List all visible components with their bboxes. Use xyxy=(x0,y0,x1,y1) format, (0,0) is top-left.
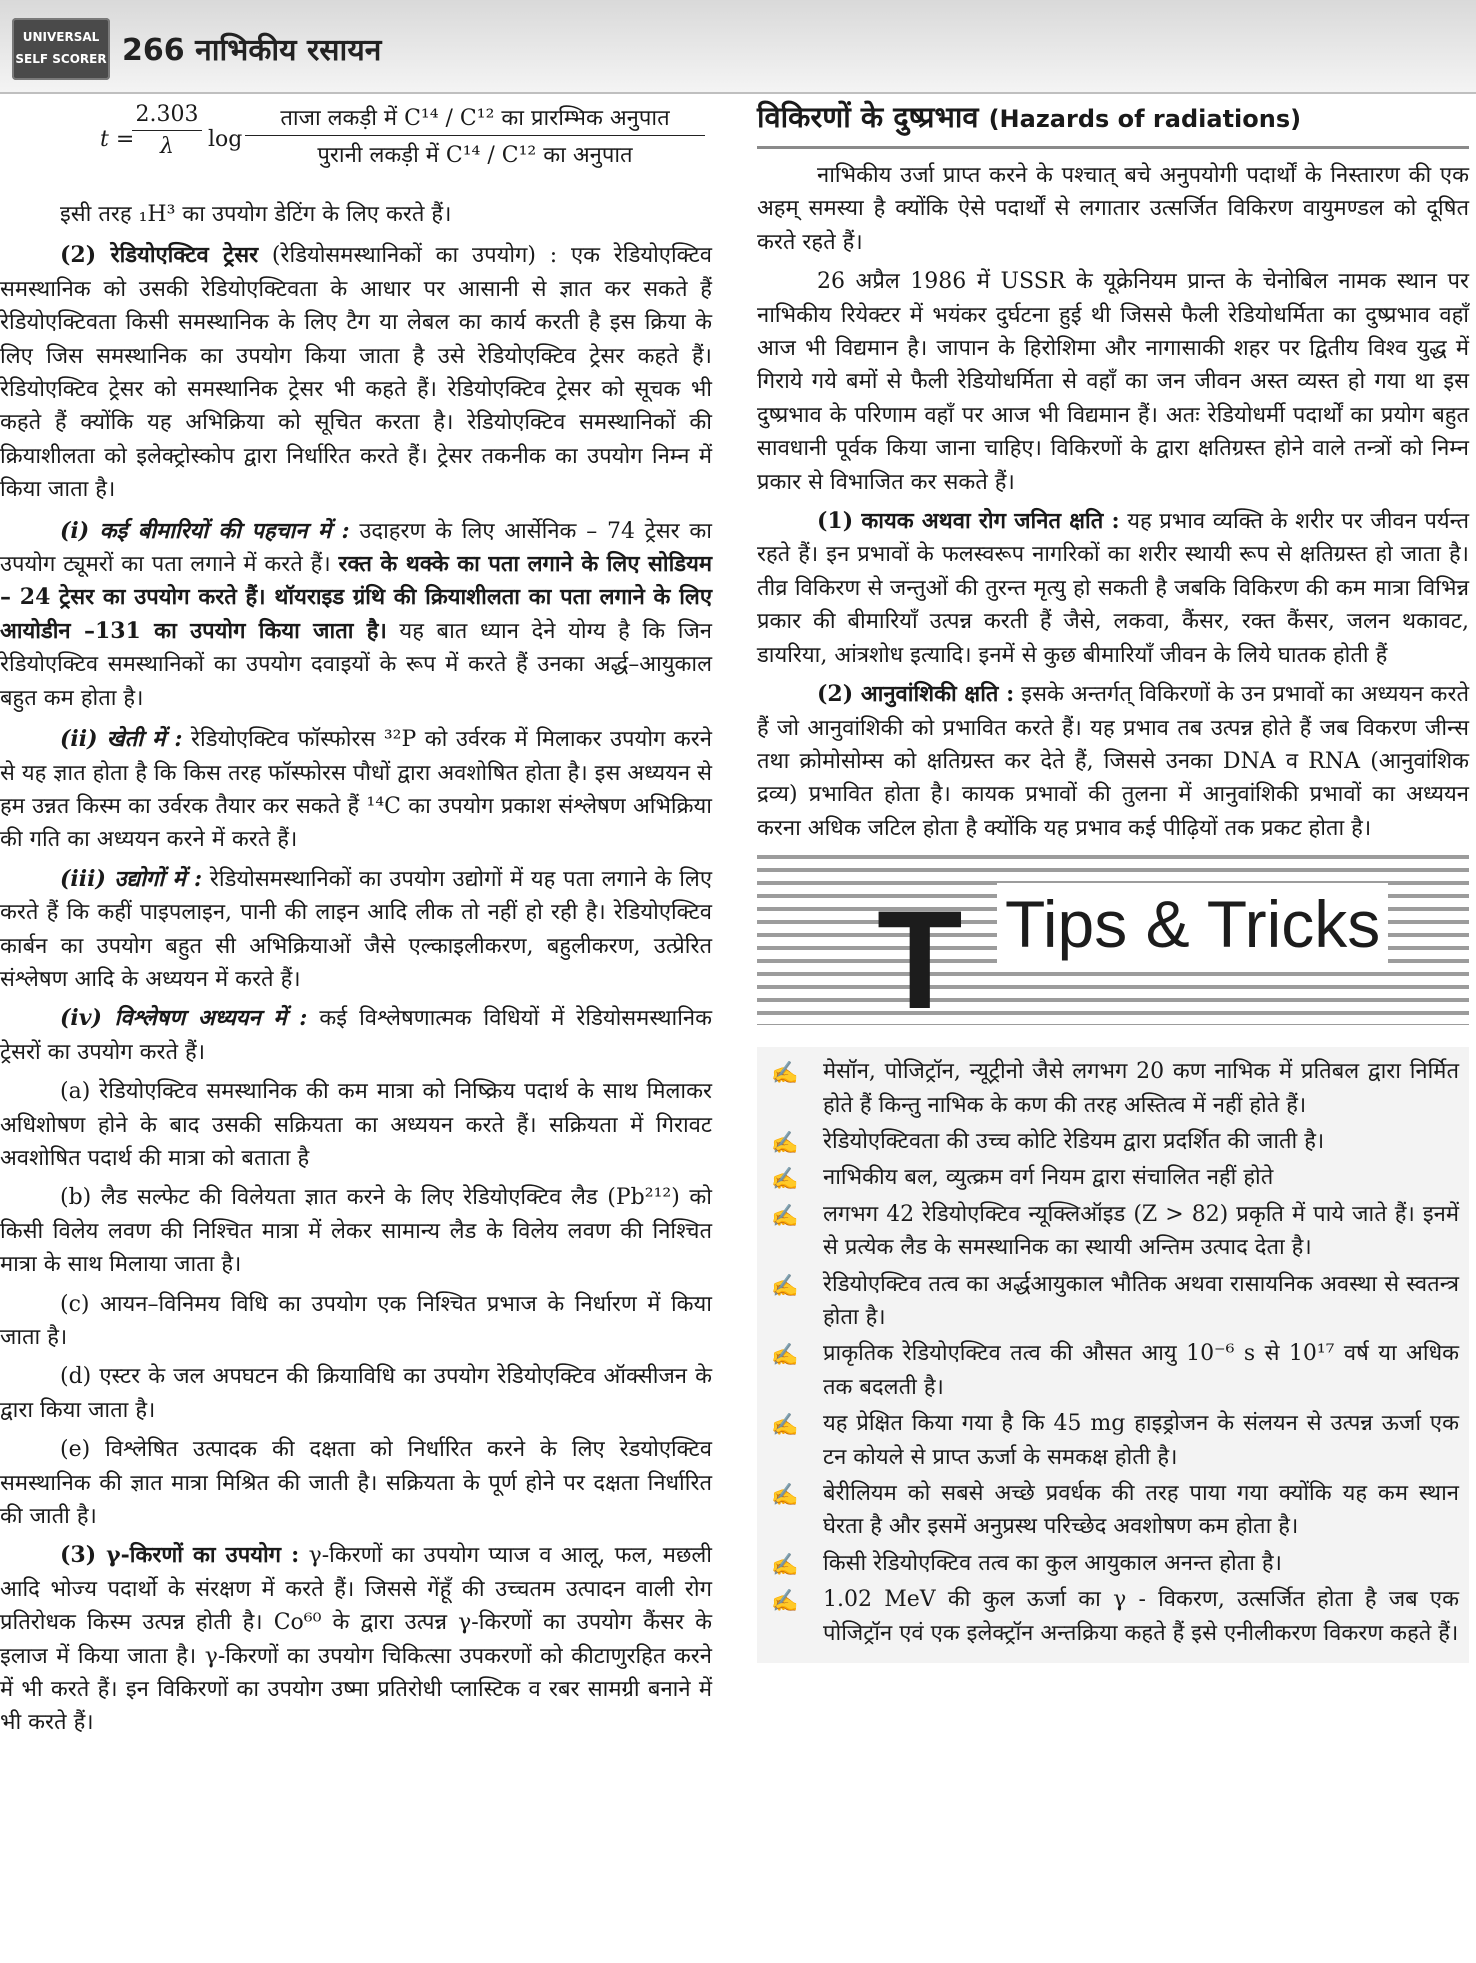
tip-text: 1.02 MeV की कुल ऊर्जा का γ - विकरण, उत्सर्जित होता है जब एक पोजिट्रॉन एवं एक इलेक्ट्रॉन अन्तक्रिया कहते हैं इसे एनीलीकरण विकरण कहते हैं। xyxy=(823,1587,1459,1646)
page-title: 266 नाभिकीय रसायन xyxy=(122,33,382,68)
analysis-item-a: (a) रेडियोएक्टिव समस्थानिक की कम मात्रा को निष्क्रिय पदार्थ के साथ मिलाकर अधिशोषण होने के बाद उसकी सक्रियता का अध्ययन करते हैं। सक्रियता में गिरावट अवशोषित पदार्थ की मात्रा को बताता है xyxy=(0,1079,712,1171)
gamma-paragraph xyxy=(0,1539,712,1739)
tracer-heading: (2) रेडियोएक्टिव ट्रेसर xyxy=(60,242,259,269)
gamma-body: γ-किरणों का उपयोग प्याज व आलू, फल, मछली आदि भोज्य पदार्थो के संरक्षण में करते हैं। जिससे गेंहूँ की उच्चतम उत्पादन वाली रोग प्रतिरोधक किस्म उत्पन्न होती है। Co⁶⁰ के द्वारा उत्पन्न γ-किरणों का उपयोग कैंसर के इलाज में किया जाता है। γ-किरणों का उपयोग चिकित्सा उपकरणों को कीटाणुरहित करने में भी करते हैं। इन विकिरणों का उपयोग उष्मा प्रतिरोधी प्लास्टिक व रबर सामग्री बनाने में भी करते हैं। xyxy=(0,1543,712,1736)
tips-banner xyxy=(757,855,1469,1039)
tip-text: किसी रेडियोएक्टिव तत्व का कुल आयुकाल अनन्त होता है। xyxy=(823,1550,1282,1576)
genetic-damage-heading: (2) आनुवांशिकी क्षति : xyxy=(817,681,1015,708)
formula-t: t = xyxy=(100,127,135,152)
tip-text: नाभिकीय बल, व्युत्क्रम वर्ग नियम द्वारा संचालित नहीं होते xyxy=(823,1165,1274,1191)
disease-body-bold: रक्त के थक्के का पता लगाने के लिए सोडियम – 24 ट्रेसर का उपयोग करते हैं। थॉयराइड ग्रंथि की क्रियाशीलता का पता लगाने के लिए आयोडीन –131 का उपयोग किया जाता है। xyxy=(0,551,712,644)
right-column xyxy=(757,92,1469,1663)
tips-letter-icon: T xyxy=(877,881,963,1039)
tip-text: यह प्रेक्षित किया गया है कि 45 mg हाइड्रोजन के संलयन से उत्पन्न ऊर्जा एक टन कोयले से प्राप्त ऊर्जा के समकक्ष होती है। xyxy=(823,1411,1459,1470)
hazards-paragraph-2: 26 अप्रैल 1986 में USSR के यूक्रेनियम प्रान्त के चेनोबिल नामक स्थान पर नाभिकीय रियेक्टर में भयंकर दुर्घटना हुई थी जिससे फैली रेडियोधर्मिता का दुष्प्रभाव वहाँ आज भी विद्यमान है। जापान के हिरोशिमा और नागासाकी शहर पर द्वितीय विश्व युद्ध में गिराये गये बमों से फैली रेडियोधर्मिता से वहाँ का जन जीवन अस्त व्यस्त हो गया था इस दुष्प्रभाव के परिणाम वहाँ पर आज भी विद्यमान हैं। अतः रेडियोधर्मी पदार्थों का प्रयोग बहुत सावधानी पूर्वक किया जाना चाहिए। विकिरणों के द्वारा क्षतिग्रस्त होने वाले तन्त्रों को निम्न प्रकार से विभाजित कर सकते हैं। xyxy=(757,269,1469,495)
hazards-heading-en: (Hazards of radiations) xyxy=(988,105,1302,133)
tip-text: प्राकृतिक रेडियोएक्टिव तत्व की औसत आयु 10⁻⁶ s से 10¹⁷ वर्ष या अधिक तक बदलती है। xyxy=(823,1341,1459,1400)
somatic-damage-paragraph xyxy=(757,505,1469,672)
analysis-paragraph xyxy=(0,1002,712,1069)
tritium-paragraph: इसी तरह ₁H³ का उपयोग डेटिंग के लिए करते हैं। xyxy=(60,202,452,227)
pen-icon: ✍ xyxy=(771,1167,799,1193)
tip-text: रेडियोएक्टिवता की उच्च कोटि रेडियम द्वारा प्रदर्शित की जाती है। xyxy=(823,1128,1325,1154)
tip-item xyxy=(757,1268,1459,1335)
pen-icon: ✍ xyxy=(771,1552,799,1578)
tip-item xyxy=(757,1198,1459,1265)
coefficient-numerator: 2.303 xyxy=(132,102,202,131)
hazards-paragraph-1: नाभिकीय उर्जा प्राप्त करने के पश्चात् बचे अनुपयोगी पदार्थों के निस्तारण की एक अहम् समस्या है क्योंकि ऐसे पदार्थों से लगातार उत्सर्जित विकिरण वायुमण्डल को दूषित करते रहते हैं। xyxy=(757,163,1469,255)
pen-icon: ✍ xyxy=(771,1343,799,1369)
pen-icon: ✍ xyxy=(771,1483,799,1508)
tip-item xyxy=(757,1477,1459,1544)
tip-item xyxy=(757,1125,1459,1158)
ratio-denominator: पुरानी लकड़ी में C¹⁴ / C¹² का अनुपात xyxy=(317,143,633,168)
disease-paragraph xyxy=(0,515,712,715)
tracer-body: (रेडियोसमस्थानिकों का उपयोग) : एक रेडियोएक्टिव समस्थानिक को उसकी रेडियोएक्टिवता के आधार पर आसानी से ज्ञात कर सकते हैं रेडियोएक्टिवता किसी समस्थानिक के लिए टैग या लेबल का कार्य करती है इस क्रिया के लिए जिस समस्थानिक का उपयोग किया जाता है उसे रेडियोएक्टिव ट्रेसर कहते हैं। रेडियोएक्टिव ट्रेसर को समस्थानिक ट्रेसर भी कहते हैं। रेडियोएक्टिव ट्रेसर को सूचक भी कहते हैं क्योंकि यह अभिक्रिया को सूचित करता है। रेडियोएक्टिव समस्थानिकों की क्रियाशीलता को इलेक्ट्रोस्कोप द्वारा निर्धारित करते हैं। ट्रेसर तकनीक का उपयोग निम्न में किया जाता है। xyxy=(0,243,712,503)
pen-icon: ✍ xyxy=(771,1589,799,1615)
genetic-damage-body: इसके अन्तर्गत् विकिरणों के उन प्रभावों का अध्ययन करते हैं जो आनुवांशिकी को प्रभावित करते हैं। यह प्रभाव तब उत्पन्न होते हैं जब विकरण जीन्स तथा क्रोमोसोम्स को क्षतिग्रस्त कर देते हैं, जिससे उनका DNA व RNA (आनुवांशिक द्रव्य) प्रभावित होता है। कायक प्रभावों की तुलना में आनुवांशिकी प्रभावों का अध्ययन करना अधिक जटिल होता है क्योंकि यह प्रभाव कई पीढ़ियों तक प्रकट होता है। xyxy=(757,682,1469,841)
analysis-item-d: (d) एस्टर के जल अपघटन की क्रियाविधि का उपयोग रेडियोएक्टिव ऑक्सीजन के द्वारा किया जाता है। xyxy=(0,1364,712,1423)
analysis-item-b: (b) लैड सल्फेट की विलेयता ज्ञात करने के लिए रेडियोएक्टिव लैड (Pb²¹²) को किसी विलेय लवण की निश्चित मात्रा में लेकर सामान्य लैड के विलेय लवण की निश्चित मात्रा के साथ मिलाया जाता है। xyxy=(0,1185,712,1278)
genetic-damage-paragraph xyxy=(757,678,1469,845)
industry-heading: (iii) उद्योगों में : xyxy=(60,865,203,892)
tip-text: लगभग 42 रेडियोएक्टिव न्यूक्लिऑइड (Z > 82) प्रकृति में पाये जाते हैं। इनमें से प्रत्येक लैड के समस्थानिक का स्थायी अन्तिम उत्पाद देता है। xyxy=(823,1201,1459,1261)
brand-logo xyxy=(12,18,110,80)
tip-item xyxy=(757,1337,1459,1404)
page-header xyxy=(0,0,1476,94)
coefficient-denominator: λ xyxy=(160,134,174,159)
tip-item xyxy=(757,1583,1459,1650)
pen-icon: ✍ xyxy=(771,1130,799,1156)
disease-heading: (i) कई बीमारियों की पहचान में : xyxy=(60,517,350,544)
agriculture-paragraph xyxy=(0,723,712,857)
tip-text: रेडियोएक्टिव तत्व का अर्द्धआयुकाल भौतिक अथवा रासायनिक अवस्था से स्वतन्त्र होता है। xyxy=(823,1271,1459,1330)
agriculture-body: रेडियोएक्टिव फॉस्फोरस ³²P को उर्वरक में मिलाकर उपयोग करने से यह ज्ञात होता है कि किस तरह फॉस्फोरस पौधों द्वारा अवशोषित होता है। इस अध्ययन से हम उन्नत किस्म का उर्वरक तैयार कर सकते हैं ¹⁴C का उपयोग प्रकाश संश्लेषण अभिक्रिया की गति का अध्ययन करने में करते हैं। xyxy=(0,727,712,853)
pen-icon: ✍ xyxy=(771,1273,799,1299)
brand-line1: UNIVERSAL xyxy=(22,30,100,44)
tip-item xyxy=(757,1407,1459,1474)
hazards-heading-hi: विकिरणों के दुष्प्रभाव xyxy=(757,100,989,134)
tip-item xyxy=(757,1161,1459,1194)
tip-text: बेरीलियम को सबसे अच्छे प्रवर्धक की तरह पाया गया क्योंकि यह कम स्थान घेरता है और इसमें अनुप्रस्थ परिच्छेद अवशोषण कम होता है। xyxy=(823,1481,1459,1540)
formula-ratio xyxy=(245,102,705,169)
dating-formula xyxy=(0,92,712,192)
gamma-heading: (3) γ-किरणों का उपयोग : xyxy=(60,1542,300,1569)
agriculture-heading: (ii) खेती में : xyxy=(60,726,183,753)
pen-icon: ✍ xyxy=(771,1413,799,1439)
disease-body-2: यह बात ध्यान देने योग्य है कि जिन रेडियोएक्टिव समस्थानिकों का उपयोग दवाइयों के रूप में करते हैं उनका अर्द्ध–आयुकाल बहुत कम होता है। xyxy=(0,618,712,711)
ratio-numerator: ताजा लकड़ी में C¹⁴ / C¹² का प्रारम्भिक अनुपात xyxy=(245,102,705,136)
analysis-item-c: (c) आयन–विनिमय विधि का उपयोग एक निश्चित प्रभाज के निर्धारण में किया जाता है। xyxy=(0,1291,712,1350)
somatic-damage-body: यह प्रभाव व्यक्ति के शरीर पर जीवन पर्यन्त रहते हैं। इन प्रभावों के फलस्वरूप नागरिकों का शरीर स्थायी रूप से क्षतिग्रस्त हो जाता है। तीव्र विकिरण से जन्तुओं की तुरन्त मृत्यु हो सकती है जबकि विकिरण की कम मात्रा विभिन्न प्रकार की बीमारियाँ उत्पन्न करती हैं जैसे, लकवा, कैंसर, रक्त कैंसर, जलन थकावट, डायरिया, आंत्रशोध इत्यादि। इनमें से कुछ बीमारियाँ जीवन के लिये घातक होती हैं xyxy=(757,509,1469,668)
industry-paragraph xyxy=(0,863,712,997)
brand-line2: SELF SCORER xyxy=(15,52,107,66)
analysis-body: कई विश्लेषणात्मक विधियों में रेडियोसमस्थानिक ट्रेसरों का उपयोग करते हैं। xyxy=(0,1006,712,1065)
tip-item xyxy=(757,1055,1459,1122)
formula-log: log xyxy=(208,127,243,152)
formula-coefficient xyxy=(132,102,202,159)
tip-text: मेसॉन, पोजिट्रॉन, न्यूट्रीनो जैसे लगभग 20 कण नाभिक में प्रतिबल द्वारा निर्मित होते हैं किन्तु नाभिक के कण की तरह अस्तित्व में नहीं होते हैं। xyxy=(823,1059,1459,1118)
tracer-paragraph xyxy=(0,239,712,506)
tips-title: Tips & Tricks xyxy=(997,883,1388,965)
hazards-heading xyxy=(757,94,1469,149)
left-column xyxy=(0,92,712,1740)
somatic-damage-heading: (1) कायक अथवा रोग जनित क्षति : xyxy=(817,508,1120,535)
industry-body: रेडियोसमस्थानिकों का उपयोग उद्योगों में यह पता लगाने के लिए करते हैं कि कहीं पाइपलाइन, पानी की लाइन आदि लीक तो नहीं हो रही है। रेडियोएक्टिव कार्बन का उपयोग बहुत सी अभिक्रियाओं जैसे एल्काइलीकरण, बहुलीकरण, उत्प्रेरित संश्लेषण आदि के अध्ययन में करते हैं। xyxy=(0,866,713,992)
tip-item xyxy=(757,1547,1459,1580)
pen-icon: ✍ xyxy=(771,1203,799,1229)
disease-body-1: उदाहरण के लिए आर्सेनिक – 74 ट्रेसर का उपयोग ट्यूमरों का पता लगाने में करते हैं। xyxy=(0,518,712,578)
tips-list xyxy=(757,1047,1469,1663)
analysis-heading: (iv) विश्लेषण अध्ययन में : xyxy=(60,1005,308,1032)
pen-icon: ✍ xyxy=(771,1061,799,1087)
analysis-item-e: (e) विश्लेषित उत्पादक की दक्षता को निर्धारित करने के लिए रेडयोएक्टिव समस्थानिक की ज्ञात मात्रा मिश्रित की जाती है। सक्रियता के पूर्ण होने पर दक्षता निर्धारित की जाती है। xyxy=(0,1437,712,1530)
